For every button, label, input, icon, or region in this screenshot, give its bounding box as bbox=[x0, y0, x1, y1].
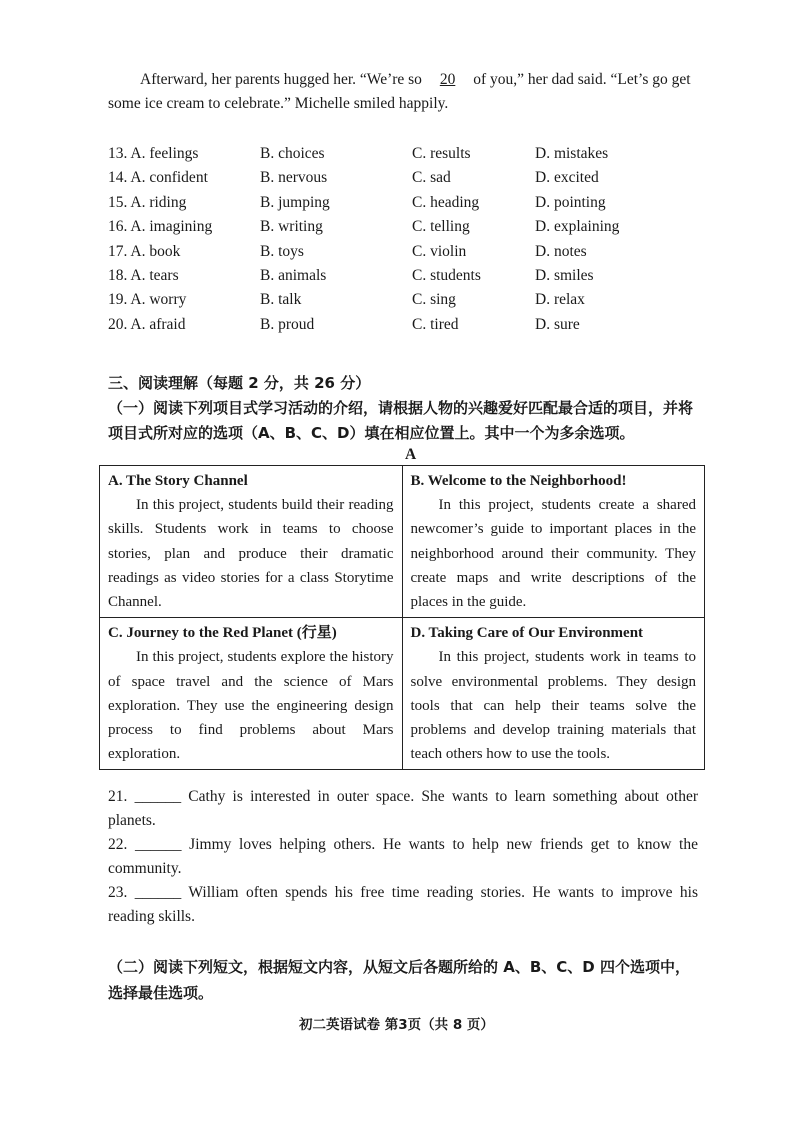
option-row-13 bbox=[108, 142, 708, 166]
project-body: In this project, students work in teams to solve environmental problems. They design tools that can help their teams solve the problems and develop training materials that teach others how to use the tools. bbox=[410, 649, 696, 763]
option-row-18 bbox=[108, 264, 708, 288]
option-c: C. violin bbox=[412, 242, 467, 260]
section-title: 三、阅读理解（每题 2 分，共 26 分） bbox=[108, 374, 371, 392]
option-d: D. excited bbox=[535, 169, 599, 187]
passage-text-before: Afterward, her parents hugged her. “We’re so bbox=[140, 71, 426, 88]
option-d: D. pointing bbox=[535, 193, 606, 211]
projects-table bbox=[99, 465, 705, 770]
part1-instruction: （一）阅读下列项目式学习活动的介绍，请根据人物的兴趣爱好匹配最合适的项目，并将项目式所对应的选项（A、B、C、D）填在相应位置上。其中一个为多余选项。 bbox=[108, 399, 694, 442]
option-b: B. writing bbox=[260, 218, 323, 236]
option-b: B. talk bbox=[260, 291, 302, 309]
project-body: In this project, students build their reading skills. Students work in teams to choose stories, plan and produce their dramatic readings as video stories for a class Storytime Channel. bbox=[108, 497, 394, 611]
project-cell-c bbox=[100, 618, 403, 770]
option-c: C. sad bbox=[412, 169, 451, 187]
option-row-14 bbox=[108, 166, 708, 190]
project-title: B. Welcome to the Neighborhood! bbox=[410, 473, 627, 489]
option-c: C. students bbox=[412, 266, 481, 284]
option-b: B. proud bbox=[260, 315, 315, 333]
part2-instruction: （二）阅读下列短文，根据短文内容，从短文后各题所给的 A、B、C、D 四个选项中，选择最佳选项。 bbox=[108, 958, 690, 1002]
project-cell-a bbox=[100, 466, 403, 618]
project-body: In this project, students explore the history of space travel and the science of Mars exploration. They use the engineering design process to find problems about Mars exploration. bbox=[108, 649, 394, 763]
option-a: 20. A. afraid bbox=[108, 315, 186, 333]
option-a: 19. A. worry bbox=[108, 291, 187, 309]
option-d: D. notes bbox=[535, 242, 587, 260]
option-c: C. sing bbox=[412, 291, 456, 309]
table-label: A bbox=[405, 446, 417, 463]
option-row-16 bbox=[108, 215, 708, 239]
option-c: C. heading bbox=[412, 193, 480, 211]
option-row-15 bbox=[108, 191, 708, 215]
option-d: D. smiles bbox=[535, 266, 594, 284]
project-title: C. Journey to the Red Planet (行星) bbox=[108, 625, 337, 642]
option-b: B. toys bbox=[260, 242, 304, 260]
project-title: D. Taking Care of Our Environment bbox=[410, 625, 644, 642]
option-d: D. sure bbox=[535, 315, 580, 333]
option-a: 13. A. feelings bbox=[108, 145, 199, 162]
option-b: B. jumping bbox=[260, 193, 330, 211]
project-body: In this project, students create a shared newcomer’s guide to important places in the neighborhood around their community. They create maps and write descriptions of the places in the guide. bbox=[410, 497, 696, 611]
question-22: 22. ______ Jimmy loves helping others. He wants to help new friends get to know the community. bbox=[108, 836, 698, 877]
option-row-20 bbox=[108, 313, 708, 337]
option-a: 14. A. confident bbox=[108, 169, 208, 187]
option-d: D. explaining bbox=[535, 218, 620, 236]
option-a: 16. A. imagining bbox=[108, 218, 213, 236]
option-c: C. tired bbox=[412, 315, 459, 333]
option-b: B. animals bbox=[260, 266, 327, 284]
option-b: B. choices bbox=[260, 145, 325, 162]
option-c: C. telling bbox=[412, 218, 470, 236]
option-b: B. nervous bbox=[260, 169, 328, 187]
option-a: 17. A. book bbox=[108, 242, 181, 260]
option-d: D. relax bbox=[535, 291, 585, 309]
project-cell-d bbox=[402, 618, 705, 770]
option-d: D. mistakes bbox=[535, 145, 609, 162]
question-21: 21. ______ Cathy is interested in outer space. She wants to learn something about other planets. bbox=[108, 788, 698, 829]
option-row-19 bbox=[108, 288, 708, 312]
blank-20: 20 bbox=[439, 71, 456, 88]
project-title: A. The Story Channel bbox=[108, 473, 248, 489]
passage-ending bbox=[108, 68, 698, 116]
option-row-17 bbox=[108, 240, 708, 264]
option-a: 18. A. tears bbox=[108, 266, 179, 284]
page-footer: 初二英语试卷 第3页（共 8 页） bbox=[299, 1017, 494, 1033]
option-c: C. results bbox=[412, 145, 471, 162]
passage-text-after: of you,” her dad said. “Let’s go get some ice cream to celebrate.” Michelle smiled happily. bbox=[108, 71, 691, 112]
answer-options-list bbox=[108, 142, 708, 337]
option-a: 15. A. riding bbox=[108, 193, 187, 211]
project-cell-b bbox=[402, 466, 705, 618]
question-23: 23. ______ William often spends his free time reading stories. He wants to improve his reading skills. bbox=[108, 884, 698, 925]
